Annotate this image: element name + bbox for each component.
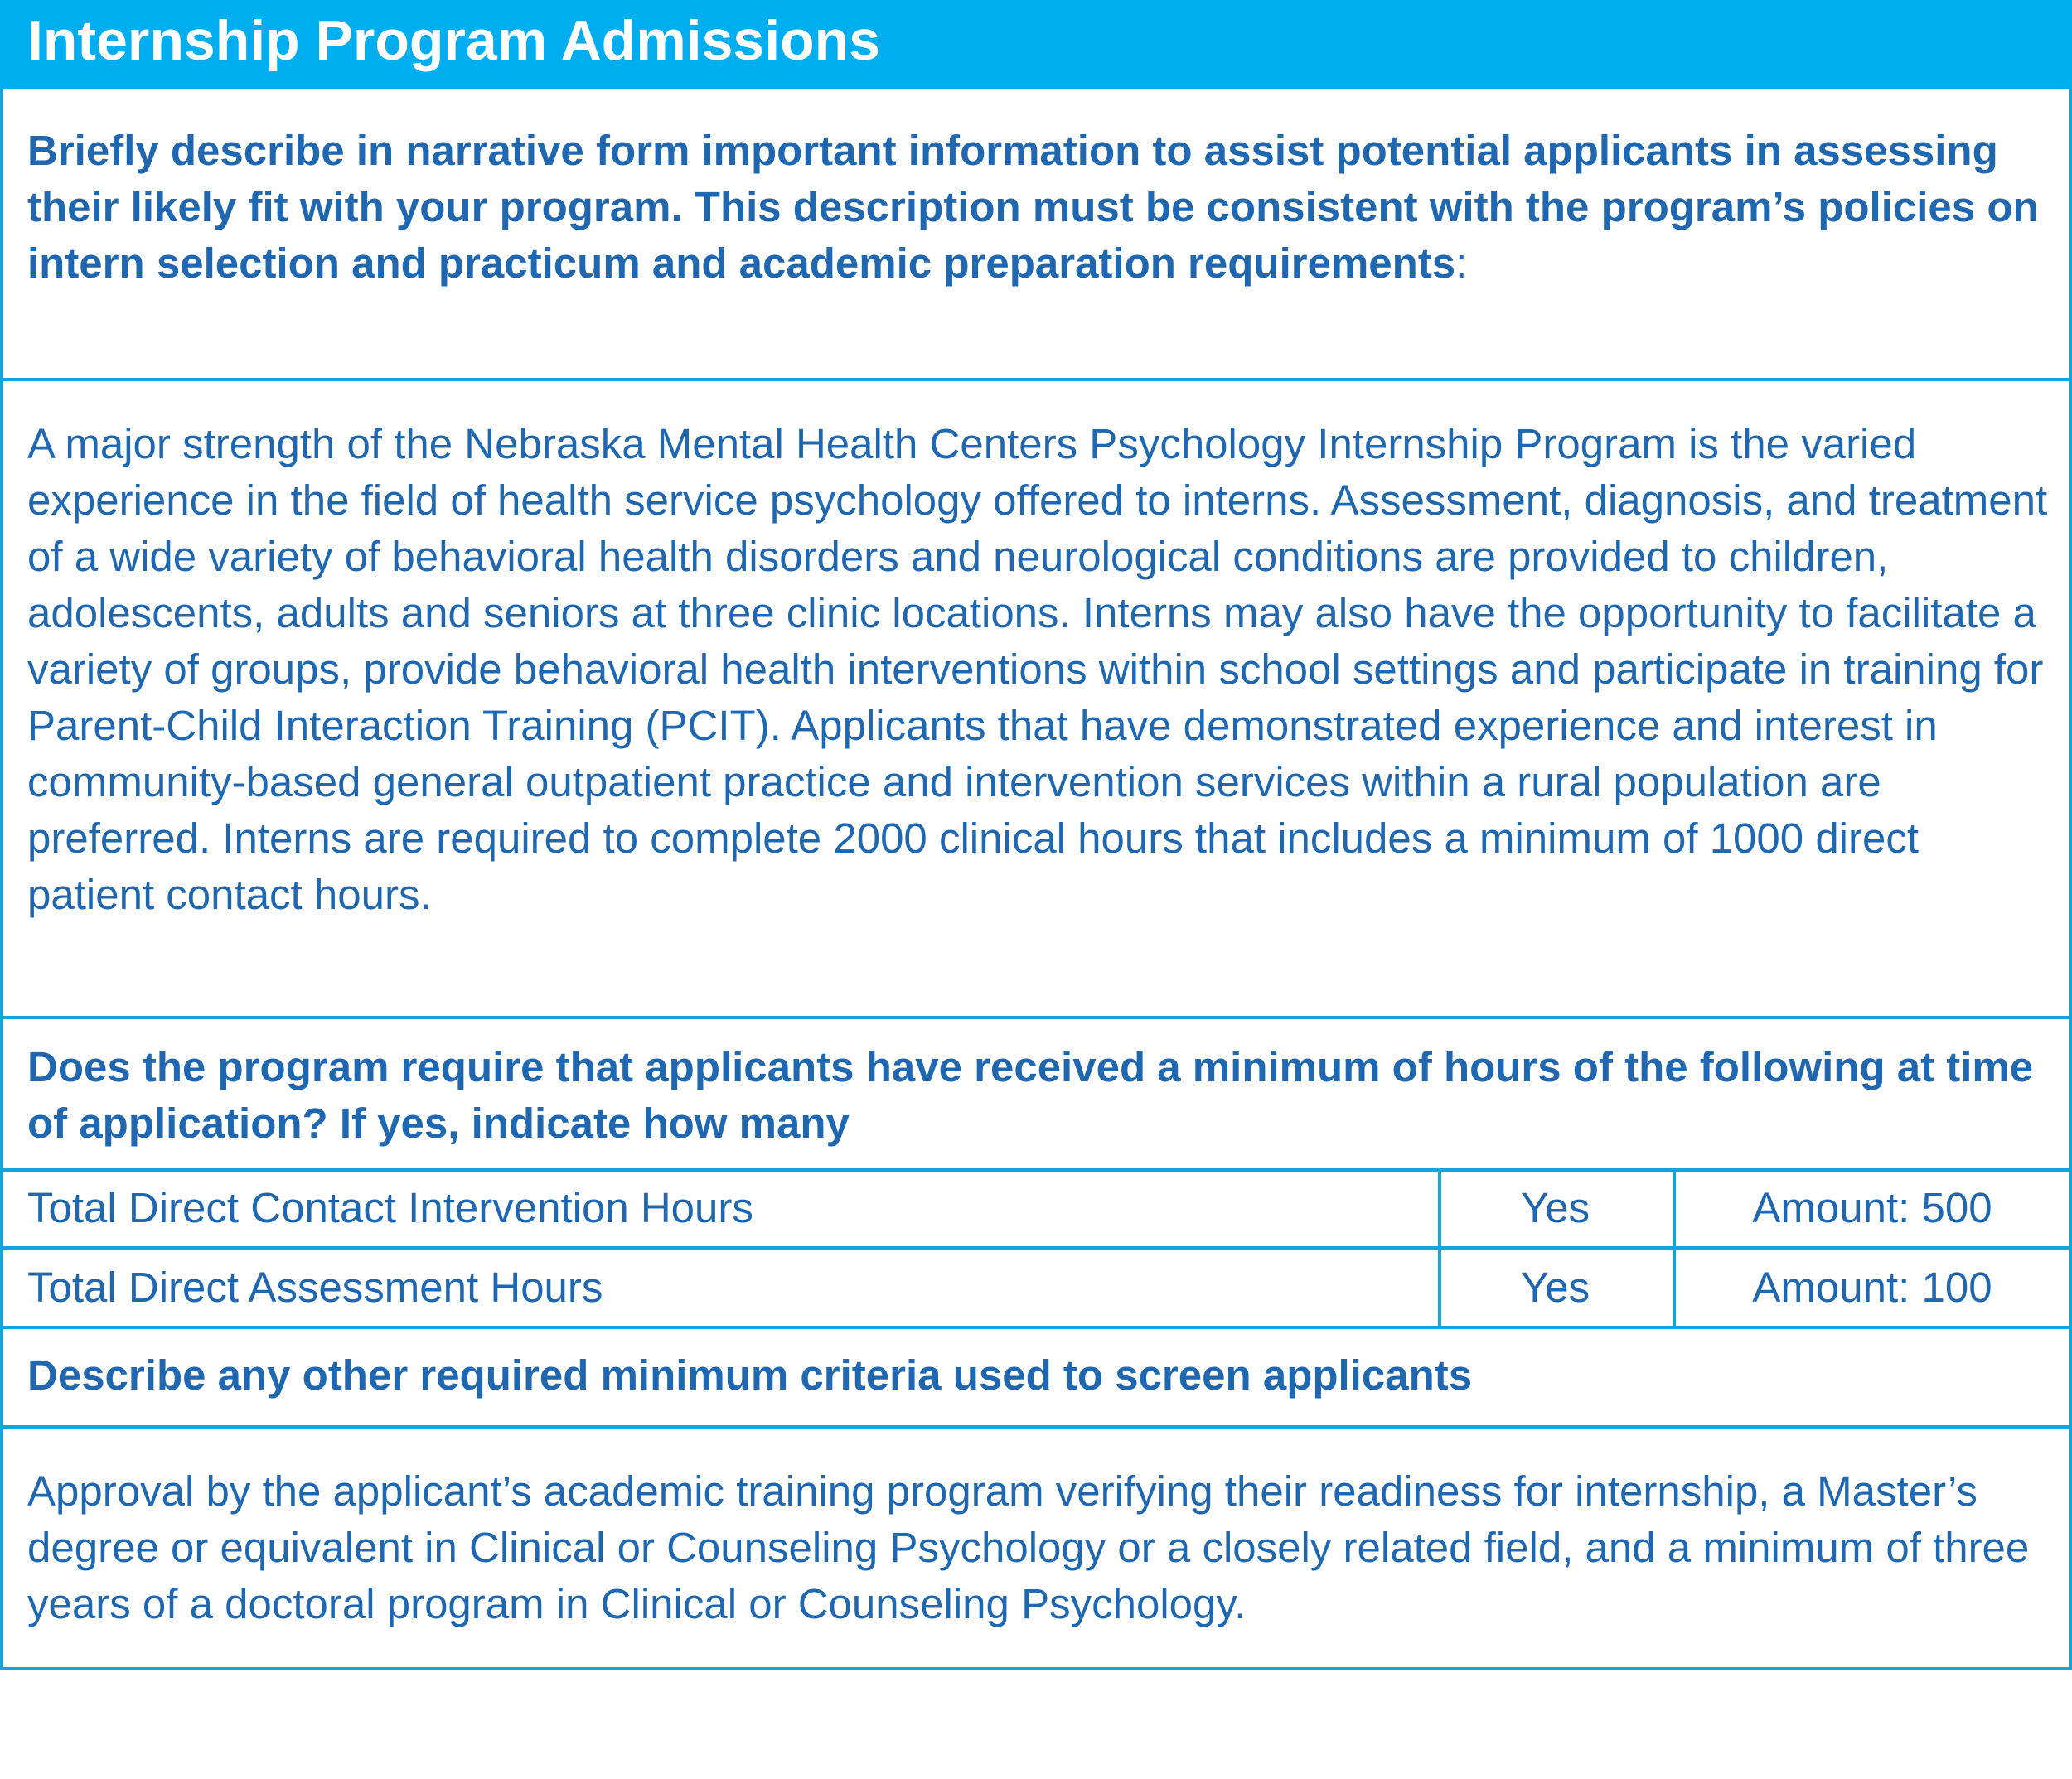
hours-row-label: Total Direct Contact Intervention Hours [27,1184,753,1231]
hours-question: Does the program require that applicants have received a minimum of hours of the following at time of application? If yes, indicate how many [27,1043,2034,1147]
hours-question-section [3,1019,2069,1170]
criteria-answer: Approval by the applicant’s academic training program verifying their readiness for internship, a Master’s degree or equivalent in Clinical or Counseling Psychology or a closely related field, and a minimum of three years of a doctoral program in Clinical or Counseling Psychology. [27,1467,2030,1627]
narrative-question [27,123,2052,292]
form-title: Internship Program Admissions [27,9,880,72]
criteria-question-section [3,1329,2069,1427]
narrative-answer-section [3,381,2069,1018]
hours-row-label: Total Direct Assessment Hours [27,1264,603,1311]
column-divider [1438,1168,1441,1329]
narrative-answer: A major strength of the Nebraska Mental Health Centers Psychology Internship Program is the varied experience in the field of health service psychology offered to interns. Assessment, diagnosis, and treatment of a wide variety of behavioral health disorders and neurological conditions are provided to children, adolescents, adults and seniors at three clinic locations. Interns may also have the opportunity to facilitate a variety of groups, provide behavioral health interventions within school settings and participate in training for Parent-Child Interaction Training (PCIT). Applicants that have demonstrated experience and interest in community-based general outpatient practice and intervention services within a rural population are preferred. Interns are required to complete 2000 clinical hours that includes a minimum of 1000 direct patient contact hours. [27,420,2048,918]
criteria-answer-section [3,1429,2069,1667]
hours-row-amount: Amount: 500 [1752,1184,1992,1231]
hours-row-amount: Amount: 100 [1752,1264,1992,1311]
hours-row [3,1250,2069,1326]
form-header [0,0,2072,89]
narrative-question-text: Briefly describe in narrative form important information to assist potential applicants in assessing their likely fit with your program. This description must be consistent with the program’s policies on intern selection and practicum and academic preparation requirements [27,127,2039,287]
hours-row-required: Yes [1520,1184,1590,1231]
narrative-question-section [3,89,2069,380]
hours-row [3,1172,2069,1246]
criteria-question: Describe any other required minimum criteria used to screen applicants [27,1351,1473,1399]
column-divider [1673,1168,1676,1329]
hours-row-required: Yes [1520,1264,1590,1311]
narrative-question-colon: : [1455,239,1468,287]
